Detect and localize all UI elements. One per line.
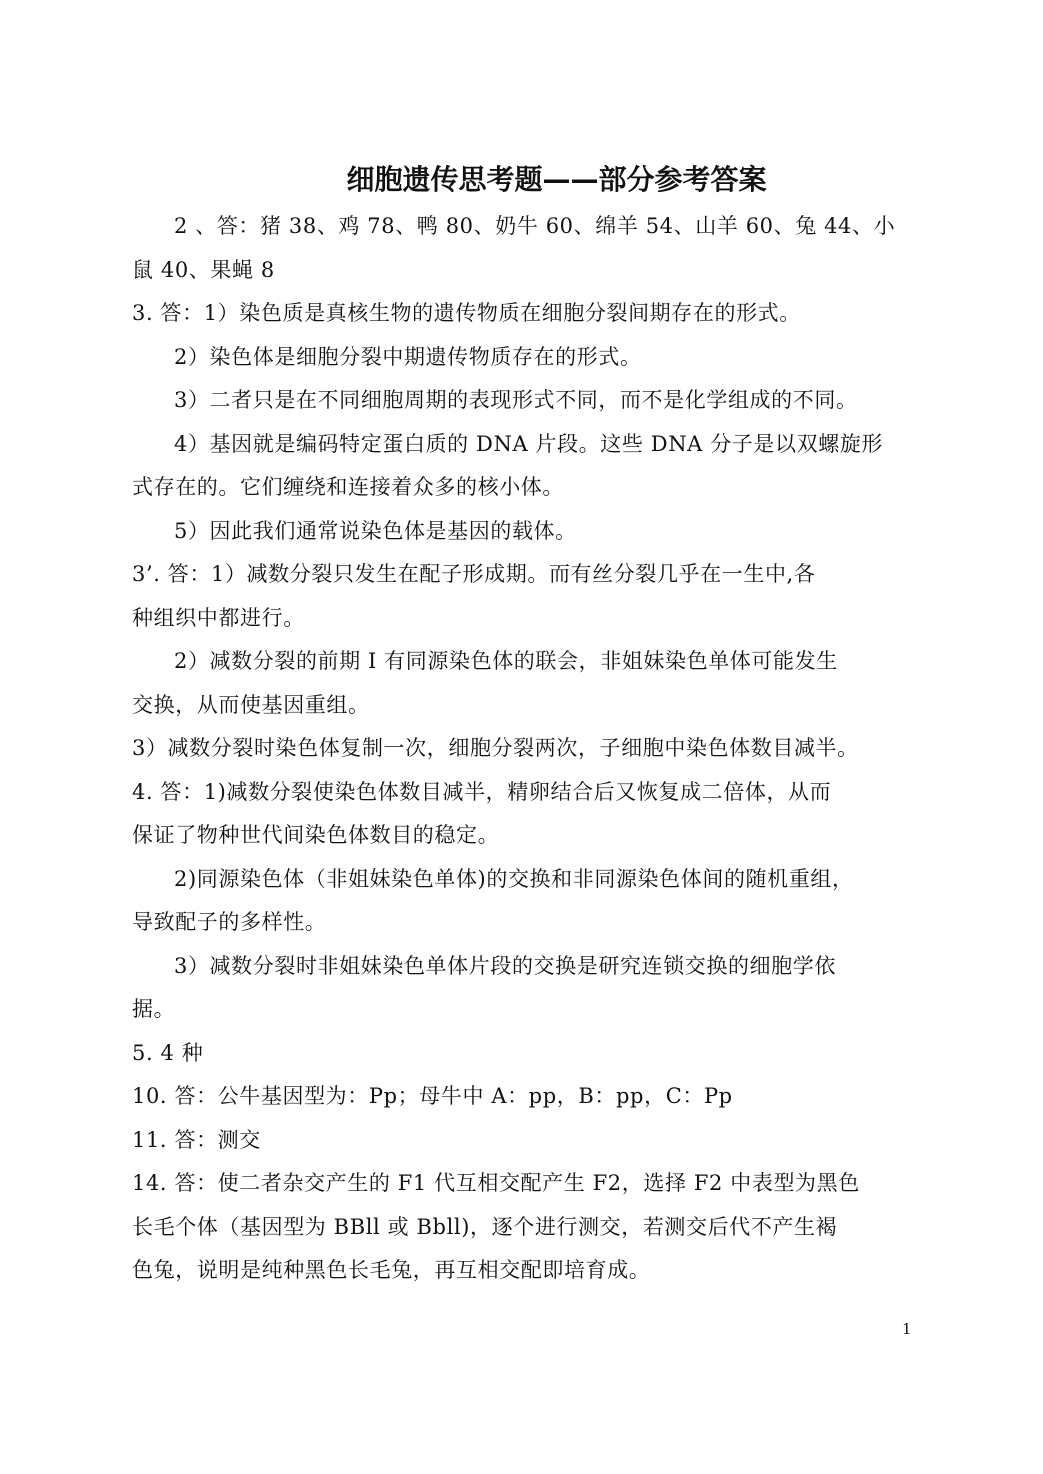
- text-line: 长毛个体（基因型为 BBll 或 Bbll)，逐个进行测交，若测交后代不产生褐: [132, 1214, 838, 1239]
- text-line: 种组织中都进行。: [132, 605, 305, 630]
- page-number: 1: [902, 1320, 912, 1338]
- text-line: 2)同源染色体（非姐妹染色单体)的交换和非同源染色体间的随机重组，: [174, 866, 854, 891]
- text-line: 5）因此我们通常说染色体是基因的载体。: [174, 518, 577, 543]
- text-line: 据。: [132, 997, 176, 1021]
- text-line: 3）减数分裂时非姐妹染色单体片段的交换是研究连锁交换的细胞学依: [174, 953, 836, 978]
- text-line: 10. 答：公牛基因型为：Pp；母牛中 A：pp，B：pp，C：Pp: [132, 1084, 733, 1108]
- text-line: 14. 答：使二者杂交产生的 F1 代互相交配产生 F2，选择 F2 中表型为黑色: [132, 1171, 860, 1195]
- text-line: 3. 答：1）染色质是真核生物的遗传物质在细胞分裂间期存在的形式。: [132, 301, 801, 325]
- text-line: 鼠 40、果蝇 8: [132, 257, 275, 282]
- document-body: [132, 205, 914, 1293]
- text-line: 3）二者只是在不同细胞周期的表现形式不同，而不是化学组成的不同。: [174, 388, 858, 412]
- text-line: 保证了物种世代间染色体数目的稳定。: [132, 823, 500, 847]
- text-line: 11. 答：测交: [132, 1127, 261, 1152]
- text-line: 2 、答：猪 38、鸡 78、鸭 80、奶牛 60、绵羊 54、山羊 60、兔 44、小: [174, 214, 896, 238]
- document-title: 细胞遗传思考题——部分参考答案: [346, 163, 767, 196]
- text-line: 4）基因就是编码特定蛋白质的 DNA 片段。这些 DNA 分子是以双螺旋形: [174, 431, 884, 456]
- text-line: 3）减数分裂时染色体复制一次，细胞分裂两次，子细胞中染色体数目减半。: [132, 736, 859, 760]
- text-line: 2）减数分裂的前期 I 有同源染色体的联会，非姐妹染色单体可能发生: [174, 649, 838, 673]
- text-line: 3’. 答：1）减数分裂只发生在配子形成期。而有丝分裂几乎在一生中,各: [132, 562, 816, 586]
- text-line: 导致配子的多样性。: [132, 910, 327, 934]
- text-line: 5. 4 种: [132, 1040, 204, 1065]
- text-line: 交换，从而使基因重组。: [132, 692, 370, 717]
- text-line: 2）染色体是细胞分裂中期遗传物质存在的形式。: [174, 344, 642, 369]
- text-line: 式存在的。它们缠绕和连接着众多的核小体。: [132, 475, 564, 499]
- text-line: 色兔，说明是纯种黑色长毛兔，再互相交配即培育成。: [132, 1258, 651, 1282]
- text-line: 4. 答：1)减数分裂使染色体数目减半，精卵结合后又恢复成二倍体，从而: [132, 779, 832, 804]
